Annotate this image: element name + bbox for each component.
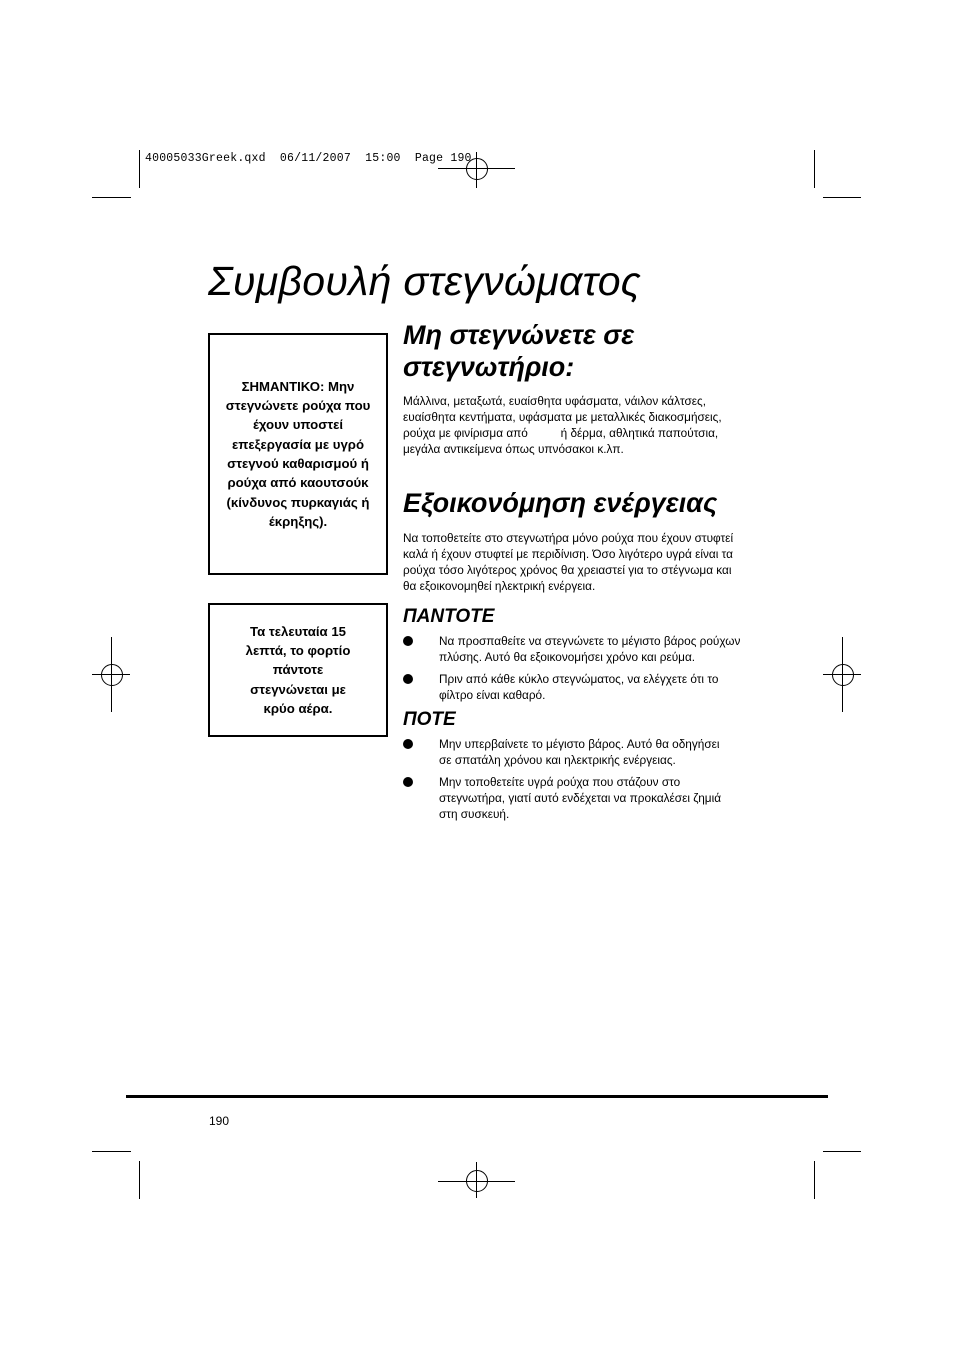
always-list [403, 633, 748, 703]
list-item [403, 736, 723, 768]
crop-mark [814, 150, 815, 188]
crop-mark [139, 150, 140, 188]
important-warning-text: ΣΗΜΑΝΤΙΚΟ: Μην στεγνώνετε ρούχα που έχουν υποστεί επεξεργασία με υγρό στεγνού καθαρισμού ή ρούχα από καουτσούκ (κίνδυνος πυρκαγιάς ή έκρηξης). [225, 378, 371, 529]
page-title: Συμβουλή στεγνώματος [208, 258, 642, 304]
registration-mark [101, 664, 123, 686]
cool-air-note-text: Τα τελευταία 15 λεπτά, το φορτίο πάντοτε στεγνώνεται με κρύο αέρα. [245, 623, 351, 716]
never-list [403, 736, 723, 822]
no-dryer-text: Μάλλινα, μεταξωτά, ευαίσθητα υφάσματα, νάιλον κάλτσες, ευαίσθητα κεντήματα, υφάσματα με μεταλλικές διακοσμήσεις, ρούχα με φινίρισμα από ή δέρμα, αθλητικά παπούτσια, μεγάλα αντικείμενα όπως υπνόσακοι κ.λπ. [403, 394, 722, 456]
always-heading: ΠΑΝΤΟΤΕ [403, 606, 495, 627]
crop-mark [139, 1161, 140, 1199]
always-item-text: Να προσπαθείτε να στεγνώνετε το μέγιστο βάρος ρούχων πλύσης. Αυτό θα εξοικονομήσει χρόνο και ρεύμα. [439, 634, 741, 664]
registration-mark [466, 1170, 488, 1192]
page-number: 190 [209, 1114, 230, 1128]
no-dryer-heading: Μη στεγνώνετε σε στεγνωτήριο: [403, 320, 635, 382]
crop-mark [814, 1161, 815, 1199]
bullet-icon [403, 636, 413, 646]
never-item-text: Μην τοποθετείτε υγρά ρούχα που στάζουν στο στεγνωτήρα, γιατί αυτό ενδέχεται να προκαλέσει ζημιά στη συσκευή. [439, 775, 722, 821]
important-warning-box [208, 333, 388, 575]
never-item-text: Μην υπερβαίνετε το μέγιστο βάρος. Αυτό θα οδηγήσει σε σπατάλη χρόνου και ηλεκτρικής ενέργειας. [439, 737, 720, 767]
always-item-text: Πριν από κάθε κύκλο στεγνώματος, να ελέγχετε ότι το φίλτρο είναι καθαρό. [439, 672, 719, 702]
right-column [403, 319, 753, 828]
list-item [403, 671, 748, 703]
registration-mark [832, 664, 854, 686]
crop-mark [823, 1151, 861, 1152]
bullet-icon [403, 674, 413, 684]
cool-air-note-box [208, 603, 388, 737]
energy-heading: Εξοικονόμηση ενέργειας [403, 488, 718, 518]
bullet-icon [403, 777, 413, 787]
crop-mark [823, 197, 861, 198]
list-item [403, 774, 723, 822]
energy-text: Να τοποθετείτε στο στεγνωτήρα μόνο ρούχα που έχουν στυφτεί καλά ή έχουν στυφτεί με περιδίνιση. Όσο λιγότερο υγρά είναι τα ρούχα τόσο λιγότερος χρόνος θα χρειαστεί για το στέγνωμα και θα εξοικονομηθεί ηλεκτρική ενέργεια. [403, 531, 734, 593]
never-heading: ΠΟΤΕ [403, 709, 456, 730]
list-item [403, 633, 748, 665]
bullet-icon [403, 739, 413, 749]
registration-mark [466, 158, 488, 180]
crop-mark [92, 197, 131, 198]
crop-mark [92, 1151, 131, 1152]
print-slug: 40005033Greek.qxd 06/11/2007 15:00 Page 190 [145, 152, 472, 165]
footer-rule [126, 1095, 828, 1098]
